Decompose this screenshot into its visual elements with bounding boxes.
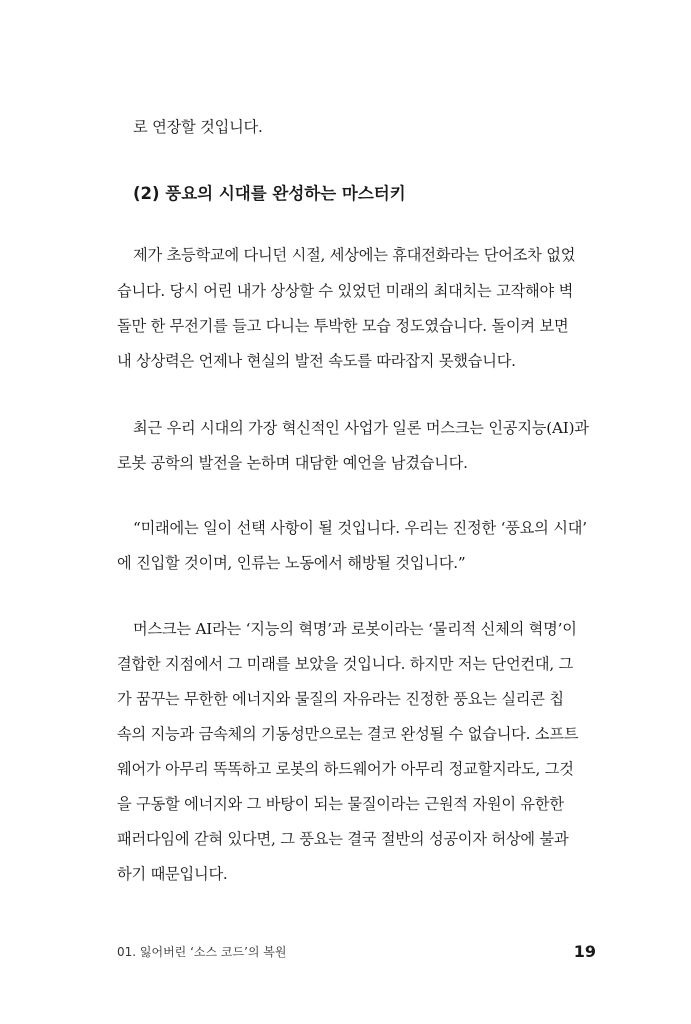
footer-chapter-title: 01. 잃어버린 ‘소스 코드’의 복원 — [117, 945, 287, 959]
paragraph-line: 머스크는 AI라는 ‘지능의 혁명’과 로봇이라는 ‘물리적 신체의 혁명’이 — [133, 620, 577, 638]
paragraph-line: 돌만 한 무전기를 들고 다니는 투박한 모습 정도였습니다. 돌이켜 보면 — [117, 317, 569, 335]
paragraph-line: 내 상상력은 언제나 현실의 발전 속도를 따라잡지 못했습니다. — [117, 352, 516, 370]
paragraph-line: 최근 우리 시대의 가장 혁신적인 사업가 일론 머스크는 인공지능(AI)과 — [133, 419, 589, 437]
paragraph-line: 로 연장할 것입니다. — [133, 118, 263, 136]
page-number: 19 — [573, 942, 596, 961]
section-heading: (2) 풍요의 시대를 완성하는 마스터키 — [133, 184, 406, 203]
paragraph-line: 로봇 공학의 발전을 논하며 대담한 예언을 남겼습니다. — [117, 454, 468, 472]
paragraph-line: 을 구동할 에너지와 그 바탕이 되는 물질이라는 근원적 자원이 유한한 — [117, 795, 564, 813]
quote-line: 에 진입할 것이며, 인류는 노동에서 해방될 것입니다.” — [117, 554, 466, 572]
paragraph-line: 하기 때문입니다. — [117, 865, 228, 883]
paragraph-line: 속의 지능과 금속체의 기동성만으로는 결코 완성될 수 없습니다. 소프트 — [117, 725, 579, 743]
paragraph-line: 가 꿈꾸는 무한한 에너지와 물질의 자유라는 진정한 풍요는 실리콘 칩 — [117, 690, 564, 708]
quote-line: “미래에는 일이 선택 사항이 될 것입니다. 우리는 진정한 ‘풍요의 시대’ — [133, 519, 587, 537]
paragraph-line: 웨어가 아무리 똑똑하고 로봇의 하드웨어가 아무리 정교할지라도, 그것 — [117, 760, 574, 778]
paragraph-line: 제가 초등학교에 다니던 시절, 세상에는 휴대전화라는 단어조차 없었 — [133, 246, 576, 264]
paragraph-line: 습니다. 당시 어린 내가 상상할 수 있었던 미래의 최대치는 고작해야 벽 — [117, 282, 574, 300]
paragraph-line: 패러다임에 갇혀 있다면, 그 풍요는 결국 절반의 성공이자 허상에 불과 — [117, 830, 569, 848]
paragraph-line: 결합한 지점에서 그 미래를 보았을 것입니다. 하지만 저는 단언컨대, 그 — [117, 655, 574, 673]
